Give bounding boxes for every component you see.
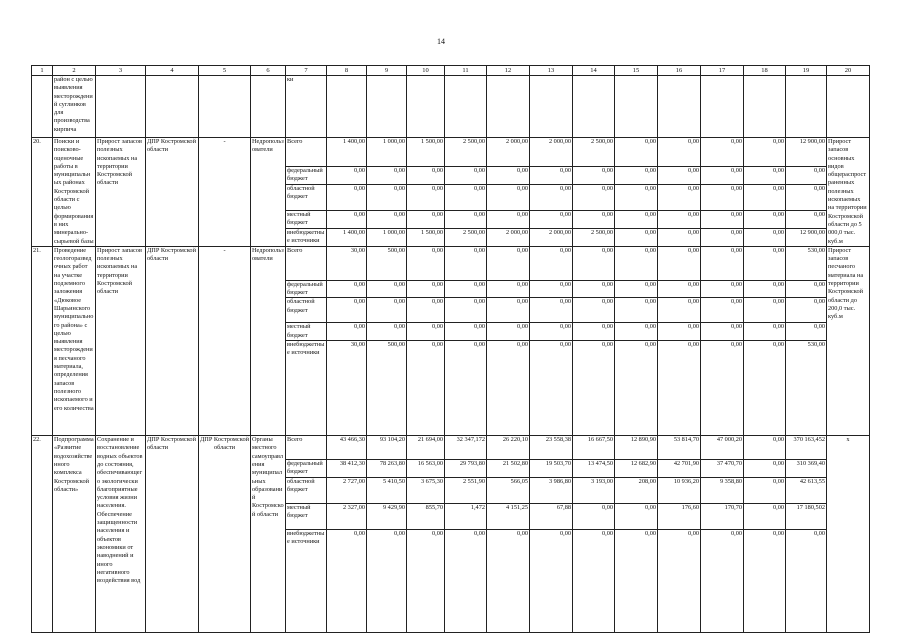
amount-cell: 0,00 [658, 530, 701, 633]
amount-cell: 0,00 [407, 341, 445, 436]
amount-cell: 0,00 [744, 280, 786, 298]
header-cell: 17 [701, 66, 744, 76]
amount-cell: 0,00 [530, 166, 573, 184]
amount-cell: 2 500,00 [573, 228, 615, 246]
amount-cell: 0,00 [445, 530, 487, 633]
amount-cell: 19 503,70 [530, 460, 573, 478]
amount-cell: 0,00 [658, 280, 701, 298]
amount-cell: 0,00 [407, 184, 445, 210]
amount-cell: 16 563,00 [407, 460, 445, 478]
header-cell: 5 [199, 66, 251, 76]
funding-source: федеральный бюджет [286, 166, 327, 184]
activity-name: Проведение геологоразведочных работ на участке подземного заложения «Дюковое Шарьинского муниципального района» с целью выявления месторождения песчаного материала, определения запасов полезного ископаемого и его количества [53, 246, 96, 435]
header-cell: 6 [251, 66, 286, 76]
amount-cell: 0,00 [573, 530, 615, 633]
executor: ДПР Костромской области [146, 138, 199, 247]
amount-cell: 42 701,90 [658, 460, 701, 478]
table-cell [487, 76, 530, 138]
amount-cell: 3 193,00 [573, 478, 615, 504]
executor: ДПР Костромской области [146, 436, 199, 633]
row-number: 22. [32, 436, 53, 633]
table-cell [744, 76, 786, 138]
amount-cell: 38 412,30 [327, 460, 367, 478]
amount-cell: 1 500,00 [407, 138, 445, 167]
header-cell: 16 [658, 66, 701, 76]
table-cell [407, 76, 445, 138]
amount-cell: 10 936,20 [658, 478, 701, 504]
amount-cell: 0,00 [615, 341, 658, 436]
amount-cell: 0,00 [786, 323, 827, 341]
amount-cell: 0,00 [744, 341, 786, 436]
amount-cell: 16 667,50 [573, 436, 615, 460]
amount-cell: 0,00 [445, 280, 487, 298]
header-cell: 20 [827, 66, 870, 76]
funding-source: внебюджетные источники [286, 530, 327, 633]
table-cell [445, 76, 487, 138]
amount-cell: 0,00 [327, 166, 367, 184]
program-table [31, 65, 870, 633]
amount-cell: 0,00 [327, 323, 367, 341]
amount-cell: 0,00 [573, 210, 615, 228]
amount-cell: 0,00 [658, 166, 701, 184]
amount-cell: 0,00 [701, 138, 744, 167]
amount-cell: 0,00 [615, 210, 658, 228]
header-cell: 14 [573, 66, 615, 76]
expected-result: Прирост запасов полезных ископаемых на территории Костромской области [96, 246, 146, 435]
amount-cell: 566,05 [487, 478, 530, 504]
table-cell [615, 76, 658, 138]
amount-cell: 0,00 [445, 184, 487, 210]
table-cell [786, 76, 827, 138]
amount-cell: 0,00 [487, 166, 530, 184]
amount-cell: 0,00 [487, 210, 530, 228]
amount-cell: 23 558,38 [530, 436, 573, 460]
amount-cell: 855,70 [407, 504, 445, 530]
amount-cell: 0,00 [367, 280, 407, 298]
amount-cell: 0,00 [530, 210, 573, 228]
funding-source: областной бюджет [286, 184, 327, 210]
amount-cell: 9 358,80 [701, 478, 744, 504]
partner: Органы местного самоуправления муниципальных образований Костромской области [251, 436, 286, 633]
amount-cell: 21 502,80 [487, 460, 530, 478]
amount-cell: 0,00 [658, 228, 701, 246]
amount-cell: 26 220,10 [487, 436, 530, 460]
header-cell: 15 [615, 66, 658, 76]
amount-cell: 0,00 [445, 341, 487, 436]
amount-cell: 0,00 [487, 530, 530, 633]
amount-cell: 0,00 [658, 246, 701, 280]
amount-cell: 1,472 [445, 504, 487, 530]
table-cell [32, 76, 53, 138]
amount-cell: 0,00 [701, 530, 744, 633]
header-cell: 19 [786, 66, 827, 76]
amount-cell: 0,00 [367, 210, 407, 228]
amount-cell: 500,00 [367, 246, 407, 280]
header-cell: 2 [53, 66, 96, 76]
table-row [32, 246, 870, 280]
amount-cell: 0,00 [487, 280, 530, 298]
amount-cell: 2 500,00 [573, 138, 615, 167]
amount-cell: 0,00 [615, 246, 658, 280]
amount-cell: 0,00 [530, 298, 573, 323]
funding-source: местный бюджет [286, 323, 327, 341]
amount-cell: 0,00 [744, 530, 786, 633]
amount-cell: 0,00 [701, 323, 744, 341]
amount-cell: 0,00 [367, 166, 407, 184]
amount-cell: 0,00 [786, 166, 827, 184]
amount-cell: 0,00 [445, 166, 487, 184]
page-number: 14 [437, 37, 445, 46]
table-cell [96, 76, 146, 138]
amount-cell: 2 500,00 [445, 228, 487, 246]
header-cell: 4 [146, 66, 199, 76]
table-cell [367, 76, 407, 138]
amount-cell: 176,60 [658, 504, 701, 530]
amount-cell: 12 682,90 [615, 460, 658, 478]
amount-cell: 0,00 [658, 184, 701, 210]
amount-cell: 0,00 [445, 210, 487, 228]
table-cell [146, 76, 199, 138]
amount-cell: 0,00 [786, 280, 827, 298]
amount-cell: 3 675,30 [407, 478, 445, 504]
funding-source: областной бюджет [286, 298, 327, 323]
header-cell: 18 [744, 66, 786, 76]
amount-cell: 0,00 [615, 530, 658, 633]
amount-cell: 0,00 [701, 166, 744, 184]
amount-cell: 370 163,452 [786, 436, 827, 460]
amount-cell: 0,00 [530, 323, 573, 341]
expected-result: Прирост запасов полезных ископаемых на территории Костромской области [96, 138, 146, 247]
amount-cell: 0,00 [615, 184, 658, 210]
amount-cell: 0,00 [744, 166, 786, 184]
amount-cell: 0,00 [615, 280, 658, 298]
amount-cell: 1 400,00 [327, 138, 367, 167]
header-cell: 7 [286, 66, 327, 76]
amount-cell: 0,00 [658, 210, 701, 228]
amount-cell: 1 000,00 [367, 228, 407, 246]
amount-cell: 0,00 [615, 504, 658, 530]
partner: Недропользователи [251, 246, 286, 435]
amount-cell: 170,70 [701, 504, 744, 530]
amount-cell: 0,00 [744, 210, 786, 228]
amount-cell: 0,00 [573, 341, 615, 436]
amount-cell: 9 429,90 [367, 504, 407, 530]
amount-cell: 0,00 [744, 298, 786, 323]
amount-cell: 0,00 [327, 280, 367, 298]
amount-cell: 2 000,00 [530, 138, 573, 167]
amount-cell: 0,00 [327, 530, 367, 633]
amount-cell: 208,00 [615, 478, 658, 504]
amount-cell: 0,00 [786, 530, 827, 633]
continuation-row [32, 76, 870, 138]
amount-cell: 0,00 [786, 298, 827, 323]
amount-cell: 4 151,25 [487, 504, 530, 530]
amount-cell: 0,00 [327, 210, 367, 228]
amount-cell: 0,00 [487, 246, 530, 280]
activity-name: Подпрограмма «Развитие водохозяйственного комплекса Костромской области» [53, 436, 96, 633]
amount-cell: 17 180,502 [786, 504, 827, 530]
amount-cell: 12 900,00 [786, 138, 827, 167]
row-number: 20. [32, 138, 53, 247]
amount-cell: 530,00 [786, 341, 827, 436]
amount-cell: 2 327,00 [327, 504, 367, 530]
table-cell [530, 76, 573, 138]
table-cell [827, 76, 870, 138]
continued-name-cell: район с целью выявления месторождений суглинков для производства кирпича [53, 76, 96, 138]
amount-cell: 0,00 [786, 184, 827, 210]
amount-cell: 0,00 [573, 246, 615, 280]
header-cell: 3 [96, 66, 146, 76]
header-cell: 9 [367, 66, 407, 76]
amount-cell: 2 727,00 [327, 478, 367, 504]
amount-cell: 0,00 [615, 138, 658, 167]
funding-source: внебюджетные источники [286, 228, 327, 246]
amount-cell: 0,00 [658, 298, 701, 323]
header-cell: 1 [32, 66, 53, 76]
amount-cell: 53 814,70 [658, 436, 701, 460]
amount-cell: 0,00 [658, 138, 701, 167]
amount-cell: 0,00 [744, 504, 786, 530]
table-cell [327, 76, 367, 138]
expected-result: Сохранение и восстановление водных объектов до состояния, обеспечивающего экологически благоприятные условия жизни населения. Обеспечение защищенности населения и объектов экономики от наводнений и иного негативного воздействия вод [96, 436, 146, 633]
amount-cell: 3 986,80 [530, 478, 573, 504]
target-indicator: x [827, 436, 870, 633]
funding-source: внебюджетные источники [286, 341, 327, 436]
amount-cell: 310 369,40 [786, 460, 827, 478]
co-executor: ДПР Костромской области [199, 436, 251, 633]
funding-source: федеральный бюджет [286, 460, 327, 478]
amount-cell: 43 466,30 [327, 436, 367, 460]
table-row [32, 138, 870, 167]
amount-cell: 0,00 [658, 323, 701, 341]
amount-cell: 0,00 [573, 166, 615, 184]
amount-cell: 0,00 [744, 436, 786, 460]
amount-cell: 0,00 [407, 530, 445, 633]
row-number: 21. [32, 246, 53, 435]
amount-cell: 0,00 [573, 280, 615, 298]
funding-source: Всего [286, 436, 327, 460]
table-cell [658, 76, 701, 138]
funding-source: областной бюджет [286, 478, 327, 504]
amount-cell: 1 000,00 [367, 138, 407, 167]
amount-cell: 67,88 [530, 504, 573, 530]
amount-cell: 21 694,00 [407, 436, 445, 460]
amount-cell: 12 900,00 [786, 228, 827, 246]
co-executor: - [199, 138, 251, 247]
funding-source: Всего [286, 246, 327, 280]
amount-cell: 530,00 [786, 246, 827, 280]
amount-cell: 500,00 [367, 341, 407, 436]
amount-cell: 0,00 [701, 298, 744, 323]
activity-name: Поиски и поисково-оценочные работы в муниципальных районах Костромской области с целью формирования в них минерально-сырьевой базы [54, 138, 94, 245]
amount-cell: 0,00 [701, 246, 744, 280]
amount-cell: 0,00 [367, 530, 407, 633]
amount-cell: 0,00 [615, 228, 658, 246]
header-cell: 8 [327, 66, 367, 76]
target-indicator: Прирост запасов основных видов общераспространенных полезных ископаемых на территории Костромской области до 5 000,0 тыс. куб.м [827, 138, 870, 247]
amount-cell: 0,00 [573, 298, 615, 323]
amount-cell: 0,00 [407, 210, 445, 228]
amount-cell: 0,00 [744, 138, 786, 167]
amount-cell: 0,00 [615, 166, 658, 184]
amount-cell: 0,00 [445, 323, 487, 341]
continued-source-cell: ки [286, 76, 327, 138]
executor: ДПР Костромской области [146, 246, 199, 435]
amount-cell: 13 474,50 [573, 460, 615, 478]
amount-cell: 78 263,80 [367, 460, 407, 478]
amount-cell: 47 000,20 [701, 436, 744, 460]
amount-cell: 2 500,00 [445, 138, 487, 167]
amount-cell: 0,00 [701, 210, 744, 228]
amount-cell: 0,00 [487, 341, 530, 436]
amount-cell: 42 613,55 [786, 478, 827, 504]
amount-cell: 0,00 [744, 228, 786, 246]
target-indicator: Прирост запасов песчаного материала на территории Костромской области до 200,0 тыс. куб.м [827, 246, 870, 435]
amount-cell: 0,00 [445, 246, 487, 280]
amount-cell: 0,00 [530, 184, 573, 210]
amount-cell: 0,00 [407, 280, 445, 298]
amount-cell: 0,00 [701, 280, 744, 298]
amount-cell: 0,00 [744, 323, 786, 341]
table-row [32, 436, 870, 460]
header-cell: 12 [487, 66, 530, 76]
funding-source: местный бюджет [286, 210, 327, 228]
amount-cell: 0,00 [701, 228, 744, 246]
amount-cell: 0,00 [530, 280, 573, 298]
header-cell: 13 [530, 66, 573, 76]
amount-cell: 2 000,00 [487, 138, 530, 167]
amount-cell: 0,00 [487, 323, 530, 341]
amount-cell: 0,00 [367, 184, 407, 210]
amount-cell: 1 400,00 [327, 228, 367, 246]
amount-cell: 0,00 [786, 210, 827, 228]
table-cell [251, 76, 286, 138]
amount-cell: 30,00 [327, 246, 367, 280]
amount-cell: 0,00 [530, 341, 573, 436]
header-cell: 11 [445, 66, 487, 76]
amount-cell: 0,00 [701, 184, 744, 210]
amount-cell: 30,00 [327, 341, 367, 436]
partner: Недропользователи [251, 138, 286, 247]
header-row [32, 66, 870, 76]
amount-cell: 0,00 [573, 323, 615, 341]
amount-cell: 2 000,00 [530, 228, 573, 246]
amount-cell: 29 793,80 [445, 460, 487, 478]
amount-cell: 0,00 [573, 184, 615, 210]
amount-cell: 0,00 [744, 246, 786, 280]
amount-cell: 0,00 [701, 341, 744, 436]
amount-cell: 32 347,172 [445, 436, 487, 460]
amount-cell: 0,00 [407, 246, 445, 280]
header-cell: 10 [407, 66, 445, 76]
table-cell [701, 76, 744, 138]
amount-cell: 1 500,00 [407, 228, 445, 246]
amount-cell: 0,00 [407, 323, 445, 341]
co-executor: - [199, 246, 251, 435]
table-cell [573, 76, 615, 138]
funding-source: Всего [286, 138, 327, 167]
amount-cell: 0,00 [487, 184, 530, 210]
amount-cell: 0,00 [573, 504, 615, 530]
amount-cell: 0,00 [615, 298, 658, 323]
amount-cell: 0,00 [327, 184, 367, 210]
amount-cell: 2 000,00 [487, 228, 530, 246]
amount-cell: 12 890,90 [615, 436, 658, 460]
amount-cell: 0,00 [445, 298, 487, 323]
amount-cell: 0,00 [658, 341, 701, 436]
amount-cell: 93 104,20 [367, 436, 407, 460]
amount-cell: 0,00 [407, 298, 445, 323]
amount-cell: 0,00 [367, 298, 407, 323]
amount-cell: 0,00 [744, 184, 786, 210]
table-cell [199, 76, 251, 138]
amount-cell: 0,00 [407, 166, 445, 184]
funding-source: местный бюджет [286, 504, 327, 530]
amount-cell: 0,00 [744, 460, 786, 478]
amount-cell: 0,00 [744, 478, 786, 504]
amount-cell: 0,00 [530, 246, 573, 280]
amount-cell: 0,00 [615, 323, 658, 341]
amount-cell: 5 410,50 [367, 478, 407, 504]
amount-cell: 0,00 [327, 298, 367, 323]
amount-cell: 0,00 [530, 530, 573, 633]
amount-cell: 0,00 [367, 323, 407, 341]
amount-cell: 37 470,70 [701, 460, 744, 478]
amount-cell: 2 551,90 [445, 478, 487, 504]
funding-source: федеральный бюджет [286, 280, 327, 298]
amount-cell: 0,00 [487, 298, 530, 323]
